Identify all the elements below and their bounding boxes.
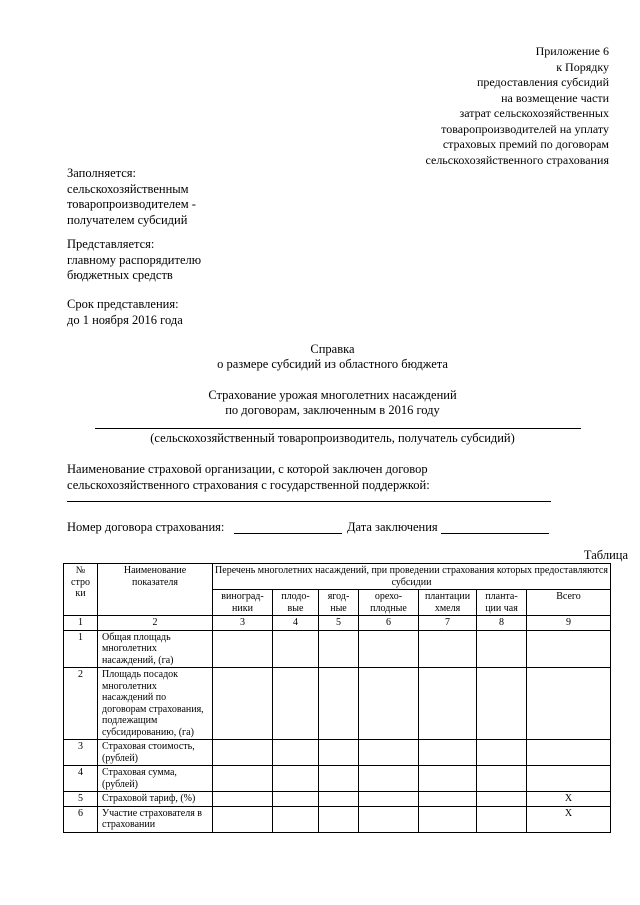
row-label: Общая площадь многолетних насаждений, (га): [98, 630, 213, 668]
deadline-block: [67, 297, 183, 328]
header-col-berry: ягод- ные: [319, 590, 359, 616]
contract-date-field[interactable]: [441, 533, 549, 534]
document-subtitle: о размере субсидий из областного бюджета: [217, 357, 448, 371]
contract-number-field[interactable]: [234, 533, 342, 534]
table-cell[interactable]: [319, 668, 359, 740]
appendix-line: к Порядку: [556, 59, 609, 74]
column-number: 4: [273, 616, 319, 631]
table-cell[interactable]: [477, 740, 527, 766]
table-cell[interactable]: [419, 630, 477, 668]
row-number: 2: [64, 668, 98, 740]
column-number: 3: [213, 616, 273, 631]
header-plantations-group: Перечень многолетних насаждений, при проведении страхования которых предоставляются субсидии: [213, 564, 611, 590]
table-row: [64, 766, 611, 792]
column-number: 7: [419, 616, 477, 631]
header-col-hops: плантации хмеля: [419, 590, 477, 616]
subsidy-table: [63, 563, 611, 833]
insurer-line: сельскохозяйственного страхования с государственной поддержкой:: [67, 477, 430, 492]
table-cell-total[interactable]: [527, 766, 611, 792]
filled-by-line: сельскохозяйственным: [67, 181, 189, 196]
submitted-to-line: бюджетных средств: [67, 268, 173, 282]
insurance-line-2: по договорам, заключенным в 2016 году: [225, 403, 440, 417]
date-label: Дата заключения: [347, 520, 438, 534]
table-cell[interactable]: [419, 792, 477, 807]
table-cell[interactable]: [273, 806, 319, 832]
column-number: 8: [477, 616, 527, 631]
table-row: [64, 806, 611, 832]
appendix-line: товаропроизводителей на уплату: [441, 121, 609, 136]
table-cell-total[interactable]: [527, 630, 611, 668]
table-cell[interactable]: [359, 766, 419, 792]
table-cell[interactable]: [477, 792, 527, 807]
table-cell[interactable]: [273, 740, 319, 766]
submitted-to-line: главному распорядителю: [67, 252, 202, 267]
table-label: Таблица: [583, 548, 628, 562]
table-cell[interactable]: [319, 806, 359, 832]
table-cell[interactable]: [213, 792, 273, 807]
table-cell[interactable]: [213, 766, 273, 792]
column-number: 6: [359, 616, 419, 631]
appendix-line: затрат сельскохозяйственных: [459, 106, 609, 120]
table-cell[interactable]: [477, 806, 527, 832]
table-cell[interactable]: [359, 630, 419, 668]
table-cell[interactable]: [319, 792, 359, 807]
appendix-header: [309, 44, 609, 168]
table-cell[interactable]: [273, 792, 319, 807]
row-number: 1: [64, 630, 98, 668]
table-row: [64, 792, 611, 807]
table-cell[interactable]: [213, 806, 273, 832]
contract-label: Номер договора страхования:: [67, 520, 225, 534]
appendix-line: страховых премий по договорам: [442, 137, 609, 151]
table-cell[interactable]: [419, 766, 477, 792]
header-col-nut: орехо- плодные: [359, 590, 419, 616]
insurer-line: Наименование страховой организации, с которой заключен договор: [67, 462, 428, 476]
header-col-tea: планта- ции чая: [477, 590, 527, 616]
filled-by-block: [67, 166, 196, 228]
filled-by-line: Заполняется:: [67, 166, 137, 180]
deadline-line: до 1 ноября 2016 года: [67, 312, 183, 327]
table-cell[interactable]: [419, 740, 477, 766]
table-row: [64, 740, 611, 766]
table-cell[interactable]: [419, 806, 477, 832]
table-cell[interactable]: [477, 668, 527, 740]
row-number: 3: [64, 740, 98, 766]
producer-caption: (сельскохозяйственный товаропроизводитель, получатель субсидий): [150, 431, 515, 445]
table-cell[interactable]: [359, 806, 419, 832]
table-cell[interactable]: [477, 630, 527, 668]
column-number: 2: [98, 616, 213, 631]
table-cell[interactable]: [273, 668, 319, 740]
header-col-vineyards: виноград- ники: [213, 590, 273, 616]
table-cell-total[interactable]: [527, 668, 611, 740]
table-cell[interactable]: [419, 668, 477, 740]
table-cell[interactable]: [273, 766, 319, 792]
appendix-line: на возмещение части: [501, 90, 609, 105]
row-label: Участие страхователя в страховании: [98, 806, 213, 832]
insurance-line-1: Страхование урожая многолетних насаждений: [208, 388, 457, 402]
table-cell-total[interactable]: Х: [527, 792, 611, 807]
table-row: [64, 630, 611, 668]
table-cell[interactable]: [319, 630, 359, 668]
filled-by-line: получателем субсидий: [67, 212, 188, 227]
table-cell-total[interactable]: [527, 740, 611, 766]
table-cell[interactable]: [319, 766, 359, 792]
table-cell[interactable]: [273, 630, 319, 668]
table-cell[interactable]: [213, 740, 273, 766]
row-label: Страховой тариф, (%): [98, 792, 213, 807]
filled-by-line: товаропроизводителем -: [67, 197, 196, 211]
row-label: Площадь посадок многолетних насаждений по договорам страхования, подлежащим субсидированию, (га): [98, 668, 213, 740]
appendix-line: предоставления субсидий: [476, 75, 609, 89]
table-cell[interactable]: [359, 740, 419, 766]
table-cell[interactable]: [213, 668, 273, 740]
table-cell[interactable]: [213, 630, 273, 668]
header-indicator-name: Наименование показателя: [98, 564, 213, 616]
row-label: Страховая сумма, (рублей): [98, 766, 213, 792]
row-label: Страховая стоимость, (рублей): [98, 740, 213, 766]
table-row: [64, 668, 611, 740]
column-number: 5: [319, 616, 359, 631]
header-col-fruit: плодо- вые: [273, 590, 319, 616]
header-row-number: № стро ки: [64, 564, 98, 616]
row-number: 4: [64, 766, 98, 792]
table-cell[interactable]: [359, 668, 419, 740]
row-number: 5: [64, 792, 98, 807]
column-number: 1: [64, 616, 98, 631]
column-number: 9: [527, 616, 611, 631]
submitted-to-line: Представляется:: [67, 237, 155, 251]
table-cell[interactable]: [477, 766, 527, 792]
appendix-line: Приложение 6: [535, 44, 609, 58]
table-cell[interactable]: [359, 792, 419, 807]
header-col-total: Всего: [527, 590, 611, 616]
deadline-line: Срок представления:: [67, 297, 179, 311]
appendix-line: сельскохозяйственного страхования: [425, 152, 609, 167]
table-cell-total[interactable]: Х: [527, 806, 611, 832]
producer-fill-line[interactable]: [95, 428, 581, 429]
insurer-fill-line[interactable]: [67, 501, 551, 502]
table-cell[interactable]: [319, 740, 359, 766]
submitted-to-block: [67, 237, 201, 284]
row-number: 6: [64, 806, 98, 832]
insurer-block: [67, 462, 430, 493]
document-title: Справка: [310, 342, 355, 356]
